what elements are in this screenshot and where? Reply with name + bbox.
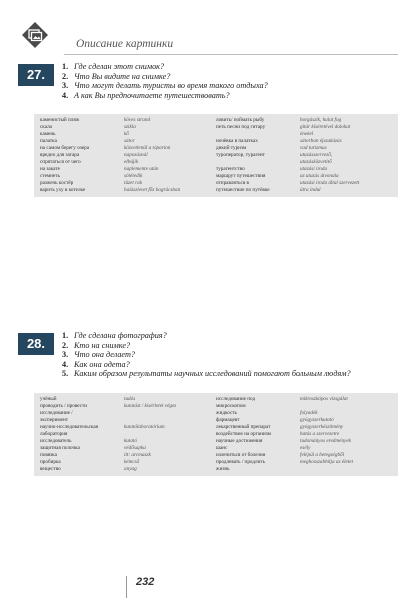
vocab-row bbox=[216, 124, 392, 131]
hungarian-translation: mikroszkópos vizsgálat bbox=[300, 396, 348, 402]
hungarian-translation: tudományos eredmények bbox=[300, 438, 351, 444]
russian-term: палатка bbox=[40, 138, 57, 144]
russian-term: воздействие на организм bbox=[216, 431, 271, 437]
vocab-row bbox=[216, 431, 392, 438]
question-list bbox=[62, 331, 351, 379]
vocab-row bbox=[40, 124, 216, 131]
vocab-row bbox=[40, 466, 216, 473]
russian-term: вредно для загара bbox=[40, 152, 80, 158]
hungarian-translation: védősapka bbox=[124, 445, 146, 451]
russian-term: отправляться в bbox=[216, 180, 249, 186]
vocab-row bbox=[40, 410, 216, 417]
russian-term: петь песни под гитару bbox=[216, 124, 266, 130]
russian-term bbox=[216, 159, 300, 166]
question-item: 3. Что она делает? bbox=[62, 350, 135, 360]
vocabulary-box bbox=[34, 393, 398, 476]
russian-term: защитная полочка bbox=[40, 445, 80, 451]
vocab-row bbox=[40, 396, 216, 403]
russian-term: исследование / bbox=[40, 410, 73, 416]
vocab-row bbox=[40, 187, 216, 194]
hungarian-translation: tudós bbox=[124, 396, 136, 402]
vocab-row bbox=[40, 138, 216, 145]
vocab-row bbox=[40, 131, 216, 138]
hungarian-translation: kutatást / kísérletet végez bbox=[124, 403, 177, 409]
question-item: 1. Где сделан этот снимок? bbox=[62, 62, 165, 71]
hungarian-translation bbox=[300, 466, 392, 473]
hungarian-translation: vad turizmus bbox=[300, 145, 327, 151]
task-number: 27. bbox=[18, 64, 54, 86]
russian-term: спрятаться от чего bbox=[40, 159, 81, 165]
russian-term: камень bbox=[40, 131, 56, 137]
vocab-row bbox=[216, 138, 392, 145]
russian-term: ночёвка в палатках bbox=[216, 138, 258, 144]
vocab-row bbox=[40, 166, 216, 173]
vocab-row bbox=[40, 452, 216, 459]
task-number: 28. bbox=[18, 333, 54, 355]
vocab-row bbox=[216, 438, 392, 445]
vocab-row bbox=[216, 159, 392, 166]
russian-term: эксперимент bbox=[40, 417, 68, 423]
hungarian-translation: felépül a betegségből bbox=[300, 452, 345, 458]
question-list bbox=[62, 62, 268, 100]
hungarian-translation bbox=[124, 410, 216, 417]
vocab-row bbox=[40, 152, 216, 159]
vocab-row bbox=[40, 173, 216, 180]
hungarian-translation: utazásszervező, bbox=[300, 152, 333, 158]
hungarian-translation: gyógyszerkutató bbox=[300, 417, 334, 423]
question-item: 2. Что Вы видите на снимке? bbox=[62, 71, 171, 81]
russian-term: исследование под bbox=[216, 396, 256, 402]
vocab-row bbox=[216, 166, 392, 173]
question-item: 4. А как Вы предпочитаете путешествовать? bbox=[62, 90, 230, 100]
hungarian-translation: közvetlenül a tóparton bbox=[124, 145, 171, 151]
hungarian-translation bbox=[124, 431, 216, 438]
vocab-row bbox=[216, 424, 392, 431]
hungarian-translation: útra indul bbox=[300, 187, 321, 193]
hungarian-translation: sátorban éjszakázás bbox=[300, 138, 342, 144]
hungarian-translation: napozásnál bbox=[124, 152, 148, 158]
vocab-row bbox=[216, 452, 392, 459]
russian-term: вещество bbox=[40, 466, 61, 472]
hungarian-translation: kémcső bbox=[124, 459, 140, 465]
hungarian-translation: halászlevet főz bográcsban bbox=[124, 187, 181, 193]
russian-term: ловить/ поймать рыбу bbox=[216, 117, 265, 123]
hungarian-translation: naplemente után bbox=[124, 166, 159, 172]
question-item: 3. Что могут делать туристы во время такого отдыха? bbox=[62, 81, 268, 91]
vocab-row bbox=[216, 445, 392, 452]
gallery-icon bbox=[22, 22, 48, 48]
vocab-row bbox=[216, 180, 392, 187]
russian-term: научно-исследовательская bbox=[40, 424, 99, 430]
vocab-row bbox=[40, 159, 216, 166]
hungarian-translation: kő bbox=[124, 131, 129, 137]
vocab-row bbox=[40, 438, 216, 445]
hungarian-translation: kutató bbox=[124, 438, 137, 444]
russian-term: жидкость bbox=[216, 410, 237, 416]
russian-term: проводить / провести bbox=[40, 403, 88, 409]
russian-term bbox=[216, 131, 300, 138]
hungarian-translation: meghosszabbítja az életet bbox=[300, 459, 354, 465]
russian-term: туроператор, турагент bbox=[216, 152, 265, 158]
question-item: 1. Где сделана фотография? bbox=[62, 331, 167, 340]
russian-term: лаборатория bbox=[40, 431, 68, 437]
hungarian-translation: utazási iroda bbox=[300, 166, 328, 172]
russian-term: повязка bbox=[40, 452, 57, 458]
hungarian-translation bbox=[300, 403, 392, 410]
russian-term: варить уху в котелке bbox=[40, 187, 86, 193]
russian-term: исследователь bbox=[40, 438, 72, 444]
russian-term: на закате bbox=[40, 166, 60, 172]
vocab-row bbox=[216, 403, 392, 410]
vocab-row bbox=[40, 445, 216, 452]
russian-term: фармацевт bbox=[216, 417, 240, 423]
vocab-column-left bbox=[40, 117, 216, 194]
vocab-row bbox=[40, 180, 216, 187]
russian-term: пробирка bbox=[40, 459, 61, 465]
vocab-row bbox=[216, 466, 392, 473]
hungarian-translation: horgászik, halat fog bbox=[300, 117, 342, 123]
russian-term: скала bbox=[40, 124, 52, 130]
vocab-column-right bbox=[216, 396, 392, 473]
russian-term: маршрут путешествия bbox=[216, 173, 266, 179]
vocab-row bbox=[216, 131, 392, 138]
page-header bbox=[18, 20, 398, 60]
russian-term: научные достижения bbox=[216, 438, 263, 444]
vocabulary-box bbox=[34, 114, 398, 197]
vocab-row bbox=[40, 459, 216, 466]
vocab-row bbox=[40, 424, 216, 431]
russian-term: разжечь костёр bbox=[40, 180, 74, 186]
vocab-row bbox=[216, 410, 392, 417]
hungarian-translation: az utazás útvonala bbox=[300, 173, 339, 179]
vocab-row bbox=[216, 173, 392, 180]
vocab-row bbox=[216, 396, 392, 403]
vocab-row bbox=[40, 403, 216, 410]
russian-term: дикий туризм bbox=[216, 145, 247, 151]
section-title: Описание картинки bbox=[76, 38, 174, 50]
hungarian-translation: utazási iroda által szervezett bbox=[300, 180, 360, 186]
page-number: 232 bbox=[136, 576, 155, 588]
hungarian-translation: tüzet rak bbox=[124, 180, 143, 186]
russian-term: лекарственный препарат bbox=[216, 424, 271, 430]
hungarian-translation: folyadék bbox=[300, 410, 318, 416]
russian-term: микроскопом bbox=[216, 403, 246, 409]
hungarian-translation: gyógyszerkészítmény bbox=[300, 424, 344, 430]
hungarian-translation bbox=[124, 417, 216, 424]
hungarian-translation: énekel bbox=[300, 131, 314, 137]
russian-term: учёный bbox=[40, 396, 57, 402]
russian-term: продлевать / продлить bbox=[216, 459, 266, 465]
vocab-row bbox=[216, 152, 392, 159]
hungarian-translation: köves strand bbox=[124, 117, 151, 123]
russian-term: на самом берегу озера bbox=[40, 145, 90, 151]
russian-term: жизнь bbox=[216, 466, 230, 472]
question-item: 4. Как она одета? bbox=[62, 359, 130, 369]
russian-term: излечиться от болезни bbox=[216, 452, 266, 458]
hungarian-translation: sátor bbox=[124, 138, 135, 144]
russian-term: путешествие по путёвке bbox=[216, 187, 270, 193]
vocab-row bbox=[40, 417, 216, 424]
hungarian-translation: kutatólaboratórium bbox=[124, 424, 165, 430]
vocab-row bbox=[40, 117, 216, 124]
russian-term: шанс bbox=[216, 445, 228, 451]
hungarian-translation: utazásközvetítő bbox=[300, 159, 332, 165]
vocab-row bbox=[216, 459, 392, 466]
vocab-row bbox=[216, 187, 392, 194]
vocab-column-right bbox=[216, 117, 392, 194]
russian-term: каменистый пляж bbox=[40, 117, 80, 123]
question-item: 5. Каким образом результаты научных исследований помогают больным людям? bbox=[62, 369, 351, 379]
hungarian-translation: szikla bbox=[124, 124, 136, 130]
hungarian-translation: esély bbox=[300, 445, 311, 451]
russian-term: стемнеть bbox=[40, 173, 60, 179]
vocab-row bbox=[40, 431, 216, 438]
vocab-row bbox=[216, 145, 392, 152]
hungarian-translation: anyag bbox=[124, 466, 137, 472]
vocab-column-left bbox=[40, 396, 216, 473]
question-item: 2. Кто на снимке? bbox=[62, 340, 131, 350]
hungarian-translation: itt: arcmaszk bbox=[124, 452, 151, 458]
hungarian-translation: elbújik bbox=[124, 159, 139, 165]
hungarian-translation: hatás a szervezetre bbox=[300, 431, 340, 437]
hungarian-translation: sötétedik bbox=[124, 173, 143, 179]
russian-term: турагентство bbox=[216, 166, 245, 172]
vocab-row bbox=[216, 417, 392, 424]
vocab-row bbox=[216, 117, 392, 124]
hungarian-translation: gitár kíséretével dalokat bbox=[300, 124, 351, 130]
header-divider bbox=[64, 54, 398, 55]
footer-divider bbox=[126, 576, 127, 598]
vocab-row bbox=[40, 145, 216, 152]
